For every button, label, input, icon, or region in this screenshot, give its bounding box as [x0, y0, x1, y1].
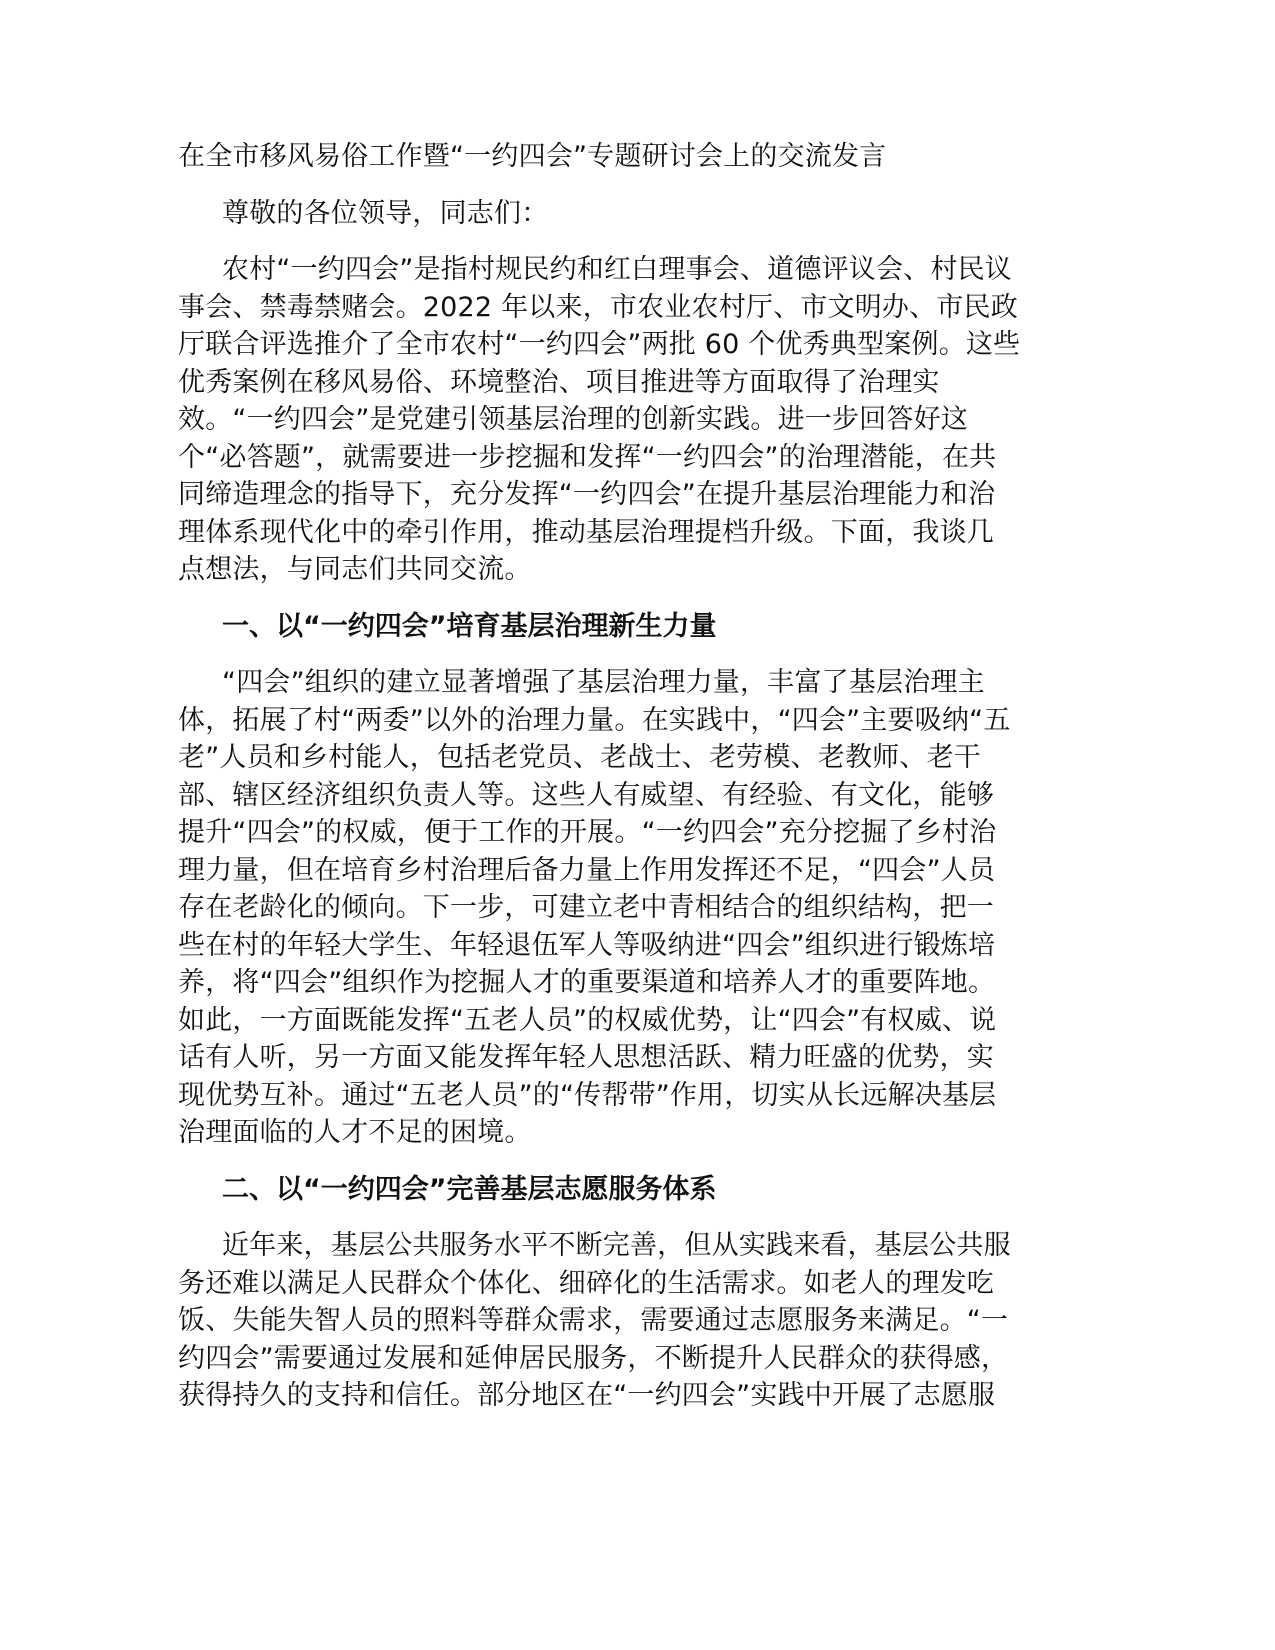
paragraph-line: 事会、禁毒禁赌会。2022 年以来，市农业农村厅、市文明办、市民政 [178, 291, 1018, 323]
section-1-paragraph [178, 664, 1038, 1152]
paragraph-line: 优秀案例在移风易俗、环境整治、项目推进等方面取得了治理实 [178, 366, 940, 398]
paragraph-line: 话有人听，另一方面又能发挥年轻人思想活跃、精力旺盛的优势，实 [178, 1042, 994, 1073]
paragraph-line: 如此，一方面既能发挥“五老人员”的权威优势，让“四会”有权威、说 [178, 1004, 997, 1036]
paragraph-line: 现优势互补。通过“五老人员”的“传帮带”作用，切实从长远解决基层 [178, 1079, 997, 1111]
paragraph-line: 养，将“四会”组织作为挖掘人才的重要渠道和培养人才的重要阵地。 [178, 967, 996, 998]
paragraph-line: 约四会”需要通过发展和延伸居民服务，不断提升人民群众的获得感， [178, 1342, 1009, 1374]
paragraph-line: 些在村的年轻大学生、年轻退伍军人等吸纳进“四会”组织进行锻炼培 [178, 929, 996, 961]
paragraph-line: 农村“一约四会”是指村规民约和红白理事会、道德评议会、村民议 [222, 254, 1012, 285]
paragraph-line: 治理面临的人才不足的困境。 [178, 1117, 532, 1148]
paragraph-line: 点想法，与同志们共同交流。 [178, 554, 532, 585]
paragraph-line: 提升“四会”的权威，便于工作的开展。“一约四会”充分挖掘了乡村治 [178, 817, 997, 848]
paragraph-line: 理力量，但在培育乡村治理后备力量上作用发挥还不足，“四会”人员 [178, 854, 996, 886]
paragraph-line: “四会”组织的建立显著增强了基层治理力量，丰富了基层治理主 [222, 667, 985, 698]
paragraph-line: 效。“一约四会”是党建引领基层治理的创新实践。进一步回答好这 [178, 404, 968, 435]
paragraph-line: 存在老龄化的倾向。下一步，可建立老中青相结合的组织结构，把一 [178, 892, 994, 923]
paragraph-line: 部、辖区经济组织负责人等。这些人有威望、有经验、有文化，能够 [178, 779, 994, 811]
paragraph-line: 获得持久的支持和信任。部分地区在“一约四会”实践中开展了志愿服 [178, 1380, 996, 1411]
paragraph-line: 近年来，基层公共服务水平不断完善，但从实践来看，基层公共服 [222, 1230, 1011, 1261]
paragraph-line: 厅联合评选推介了全市农村“一约四会”两批 60 个优秀典型案例。这些 [178, 329, 1021, 360]
salutation: 尊敬的各位领导，同志们： [222, 197, 549, 229]
paragraph-line: 老”人员和乡村能人，包括老党员、老战士、老劳模、老教师、老干 [178, 742, 981, 773]
paragraph-line: 理体系现代化中的牵引作用，推动基层治理提档升级。下面，我谈几 [178, 516, 994, 548]
section-2-paragraph [178, 1227, 1038, 1415]
paragraph-line: 体，拓展了村“两委”以外的治理力量。在实践中，“四会”主要吸纳“五 [178, 704, 1011, 736]
document-page [178, 138, 1038, 1434]
paragraph-line: 务还难以满足人民群众个体化、细碎化的生活需求。如老人的理发吃 [178, 1267, 994, 1299]
intro-paragraph [178, 251, 1038, 589]
document-title: 在全市移风易俗工作暨“一约四会”专题研讨会上的交流发言 [178, 141, 887, 172]
section-heading-1: 一、以“一约四会”培育基层治理新生力量 [222, 610, 717, 642]
paragraph-line: 个“必答题”，就需要进一步挖掘和发挥“一约四会”的治理潜能，在共 [178, 441, 997, 473]
paragraph-line: 同缔造理念的指导下，充分发挥“一约四会”在提升基层治理能力和治 [178, 479, 996, 510]
paragraph-line: 饭、失能失智人员的照料等群众需求，需要通过志愿服务来满足。“一 [178, 1305, 1009, 1336]
section-heading-2: 二、以“一约四会”完善基层志愿服务体系 [222, 1173, 717, 1205]
